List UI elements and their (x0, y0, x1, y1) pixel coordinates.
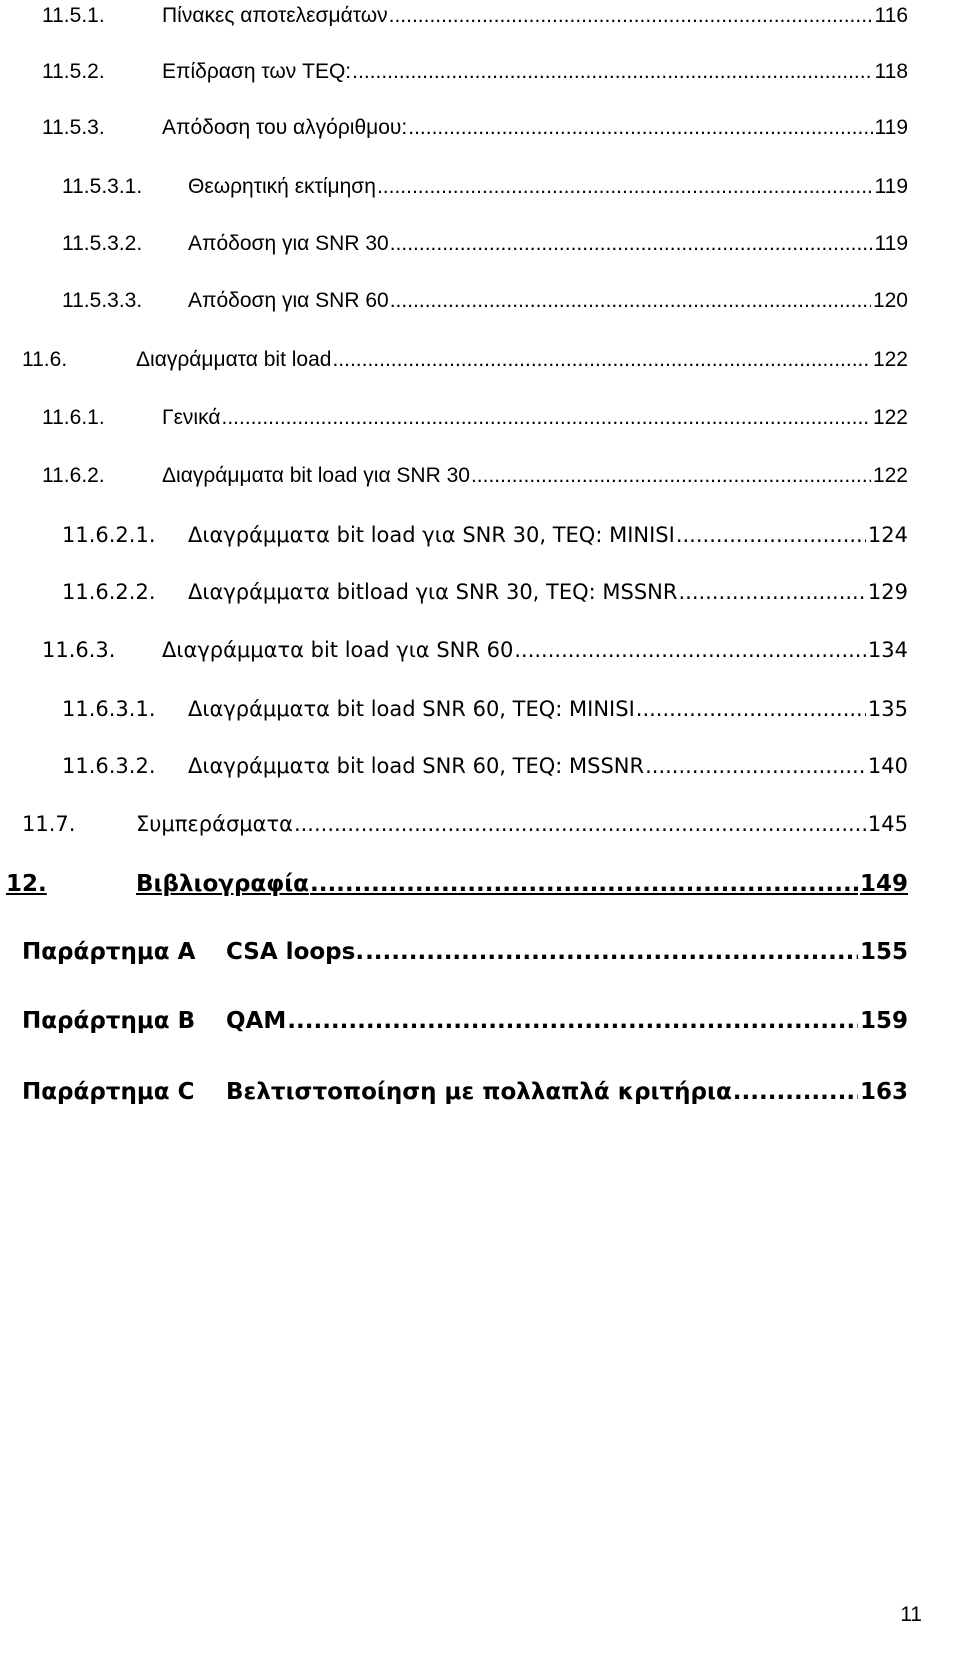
toc-entry-page: 122 (872, 464, 908, 487)
toc-entry-title: Βιβλιογραφία (136, 871, 309, 897)
toc-entry-appendix-a[interactable] (0, 928, 960, 976)
toc-entry-page: 119 (874, 232, 908, 255)
dot-leader (287, 1008, 858, 1034)
toc-entry-title: Απόδοση για SNR 30 (188, 232, 389, 255)
dot-leader (294, 812, 866, 836)
toc-entry-11-6-3-1[interactable] (0, 685, 960, 733)
dot-leader (645, 754, 866, 778)
toc-entry-number: 11.6.3. (42, 638, 116, 662)
toc-entry-11-6-2-1[interactable] (0, 511, 960, 559)
toc-entry-number: 11.6.3.2. (62, 754, 156, 778)
toc-entry-number: 11.5.3.1. (62, 175, 143, 198)
toc-entry-number: Παράρτημα A (22, 939, 196, 965)
toc-entry-page: 122 (872, 348, 908, 371)
dot-leader (390, 232, 873, 256)
toc-entry-appendix-b[interactable] (0, 997, 960, 1045)
toc-entry-title: Συμπεράσματα (136, 812, 293, 836)
dot-leader (389, 4, 873, 28)
toc-entry-page: 119 (874, 175, 908, 198)
toc-entry-11-6-2-2[interactable] (0, 568, 960, 616)
dot-leader (352, 60, 872, 84)
toc-entry-number: 12. (6, 871, 47, 897)
toc-entry-page: 149 (859, 871, 908, 897)
dot-leader (514, 638, 866, 662)
dot-leader (471, 464, 871, 488)
toc-entry-12[interactable] (0, 860, 960, 908)
toc-entry-page: 124 (867, 523, 908, 547)
dot-leader (678, 580, 865, 604)
toc-entry-page: 122 (872, 406, 908, 429)
toc-entry-number: 11.6.1. (42, 406, 105, 429)
toc-entry-11-5-3-2[interactable] (0, 220, 960, 268)
toc-entry-title: Διαγράμματα bit load SNR 60, TEQ: MINISI (188, 697, 635, 721)
toc-entry-page: 120 (872, 289, 908, 312)
dot-leader (733, 1079, 858, 1105)
toc-entry-number: 11.5.3. (42, 116, 105, 139)
toc-entry-title: Διαγράμματα bit load SNR 60, TEQ: MSSNR (188, 754, 645, 778)
toc-entry-page: 163 (859, 1079, 908, 1105)
toc-entry-11-7[interactable] (0, 800, 960, 848)
toc-entry-title: Διαγράμματα bit load (136, 348, 332, 371)
toc-entry-title: CSA loops. (226, 939, 365, 965)
toc-entry-page: 118 (874, 60, 908, 83)
toc-entry-title: Διαγράμματα bit load για SNR 30 (162, 464, 470, 487)
dot-leader (310, 871, 858, 897)
toc-entry-11-5-3[interactable] (0, 104, 960, 152)
dot-leader (390, 289, 871, 313)
toc-entry-11-5-2[interactable] (0, 48, 960, 96)
dot-leader (332, 348, 871, 372)
toc-entry-number: 11.5.3.3. (62, 289, 143, 312)
toc-entry-number: Παράρτημα B (22, 1008, 196, 1034)
toc-entry-number: 11.7. (22, 812, 76, 836)
toc-entry-appendix-c[interactable] (0, 1068, 960, 1116)
toc-entry-number: 11.6. (22, 348, 68, 371)
page-number: 11 (900, 1603, 922, 1626)
toc-entry-number: Παράρτημα C (22, 1079, 195, 1105)
toc-entry-number: 11.5.3.2. (62, 232, 143, 255)
dot-leader (636, 697, 866, 721)
toc-entry-page: 140 (867, 754, 908, 778)
toc-entry-page: 135 (867, 697, 908, 721)
toc-entry-title: QAM (226, 1008, 287, 1034)
toc-entry-11-6[interactable] (0, 336, 960, 384)
toc-entry-number: 11.6.2.1. (62, 523, 156, 547)
toc-entry-title: Διαγράμματα bit load για SNR 30, TEQ: MINISI (188, 523, 675, 547)
toc-entry-11-5-3-1[interactable] (0, 163, 960, 211)
toc-entry-page: 145 (867, 812, 908, 836)
toc-entry-title: Διαγράμματα bit load για SNR 60 (162, 638, 514, 662)
toc-entry-11-6-1[interactable] (0, 394, 960, 442)
dot-leader (365, 939, 858, 965)
dot-leader (221, 406, 870, 430)
toc-entry-number: 11.5.2. (42, 60, 105, 83)
toc-entry-title: Θεωρητική εκτίμηση (188, 175, 376, 198)
dot-leader (377, 175, 873, 199)
toc-entry-page: 116 (874, 4, 908, 27)
toc-entry-page: 155 (859, 939, 908, 965)
toc-entry-title: Γενικά (162, 406, 221, 429)
toc-entry-number: 11.6.2. (42, 464, 105, 487)
toc-entry-11-6-3-2[interactable] (0, 742, 960, 790)
toc-entry-title: Πίνακες αποτελεσμάτων (162, 4, 388, 27)
toc-entry-page: 159 (859, 1008, 908, 1034)
toc-entry-11-5-3-3[interactable] (0, 277, 960, 325)
toc-entry-number: 11.6.2.2. (62, 580, 156, 604)
toc-entry-title: Βελτιστοποίηση με πολλαπλά κριτήρια (226, 1079, 732, 1105)
toc-entry-number: 11.6.3.1. (62, 697, 156, 721)
dot-leader (408, 116, 872, 140)
toc-entry-title: Απόδοση για SNR 60 (188, 289, 389, 312)
toc-entry-title: Επίδραση των TEQ: (162, 60, 352, 83)
toc-entry-title: Απόδοση του αλγόριθμου: (162, 116, 408, 139)
toc-entry-page: 129 (867, 580, 908, 604)
toc-entry-number: 11.5.1. (42, 4, 105, 27)
toc-entry-11-5-1[interactable] (0, 0, 960, 40)
dot-leader (676, 523, 866, 547)
toc-entry-page: 134 (867, 638, 908, 662)
toc-entry-11-6-3[interactable] (0, 626, 960, 674)
toc-entry-11-6-2[interactable] (0, 452, 960, 500)
toc-entry-page: 119 (874, 116, 908, 139)
toc-entry-title: Διαγράμματα bitload για SNR 30, TEQ: MSSNR (188, 580, 678, 604)
